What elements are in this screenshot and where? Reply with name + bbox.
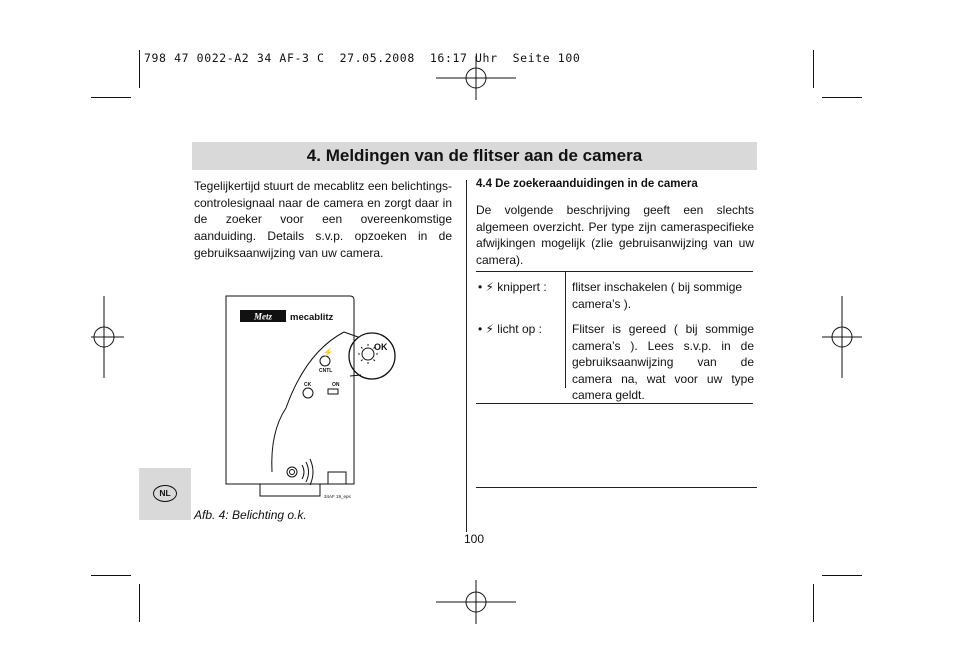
print-header: 798 47 0022-A2 34 AF-3 C 27.05.2008 16:17 Uhr Seite 100 (144, 51, 581, 65)
left-paragraph: Tegelijkertijd stuurt de mecablitz een belichtings-controlesignaal naar de camera en zorgt daar in de zoeker voor een overeenkomstige aanduiding. Details s.v.p. opzoeken in de gebruiksaanwijzing van uw camera. (194, 179, 452, 260)
section-title-bar (192, 142, 757, 170)
label-ck: CK (304, 382, 312, 388)
page-number: 100 (464, 532, 485, 546)
file-code: 34AF 19_eps (324, 494, 351, 499)
table-column-rule (565, 272, 566, 388)
footer-rule (476, 487, 757, 488)
table-top-rule (476, 271, 753, 272)
logo-text: Metz (254, 311, 272, 322)
label-on: ON (332, 382, 340, 388)
section-title: 4. Meldingen van de flitser aan de camera (306, 146, 643, 165)
label-ok: OK (374, 342, 388, 352)
label-cntl: CNTL (319, 368, 333, 374)
table-row-2-description: Flitser is gereed ( bij sommige camera’s ). Lees s.v.p. in de gebruiksaanwijzing van de camera na, wat voor uw type camera geldt. (572, 322, 754, 402)
flash-unit-figure (220, 292, 406, 504)
table-row-1-description: flitser inschakelen ( bij sommige camera’s ). (572, 280, 743, 311)
model-name: mecablitz (290, 312, 334, 323)
table-row-2-symbol: • ⚡ licht op : (478, 322, 542, 336)
table-row-1-symbol: • ⚡ knippert : (478, 280, 547, 294)
right-paragraph: De volgende beschrijving geeft een slechts algemeen overzicht. Per type zijn cameraspecifieke afwijkingen mogelijk (zlie gebruisanwijzing van uw camera). (476, 203, 754, 268)
flash-icon: ⚡ (323, 348, 333, 357)
figure-caption: Afb. 4: Belichting o.k. (194, 508, 307, 522)
metz-logo (240, 310, 286, 322)
column-divider (466, 180, 467, 532)
language-badge: NL (153, 485, 177, 502)
subsection-title: 4.4 De zoekeraanduidingen in de camera (476, 178, 698, 190)
language-tab (139, 468, 191, 520)
